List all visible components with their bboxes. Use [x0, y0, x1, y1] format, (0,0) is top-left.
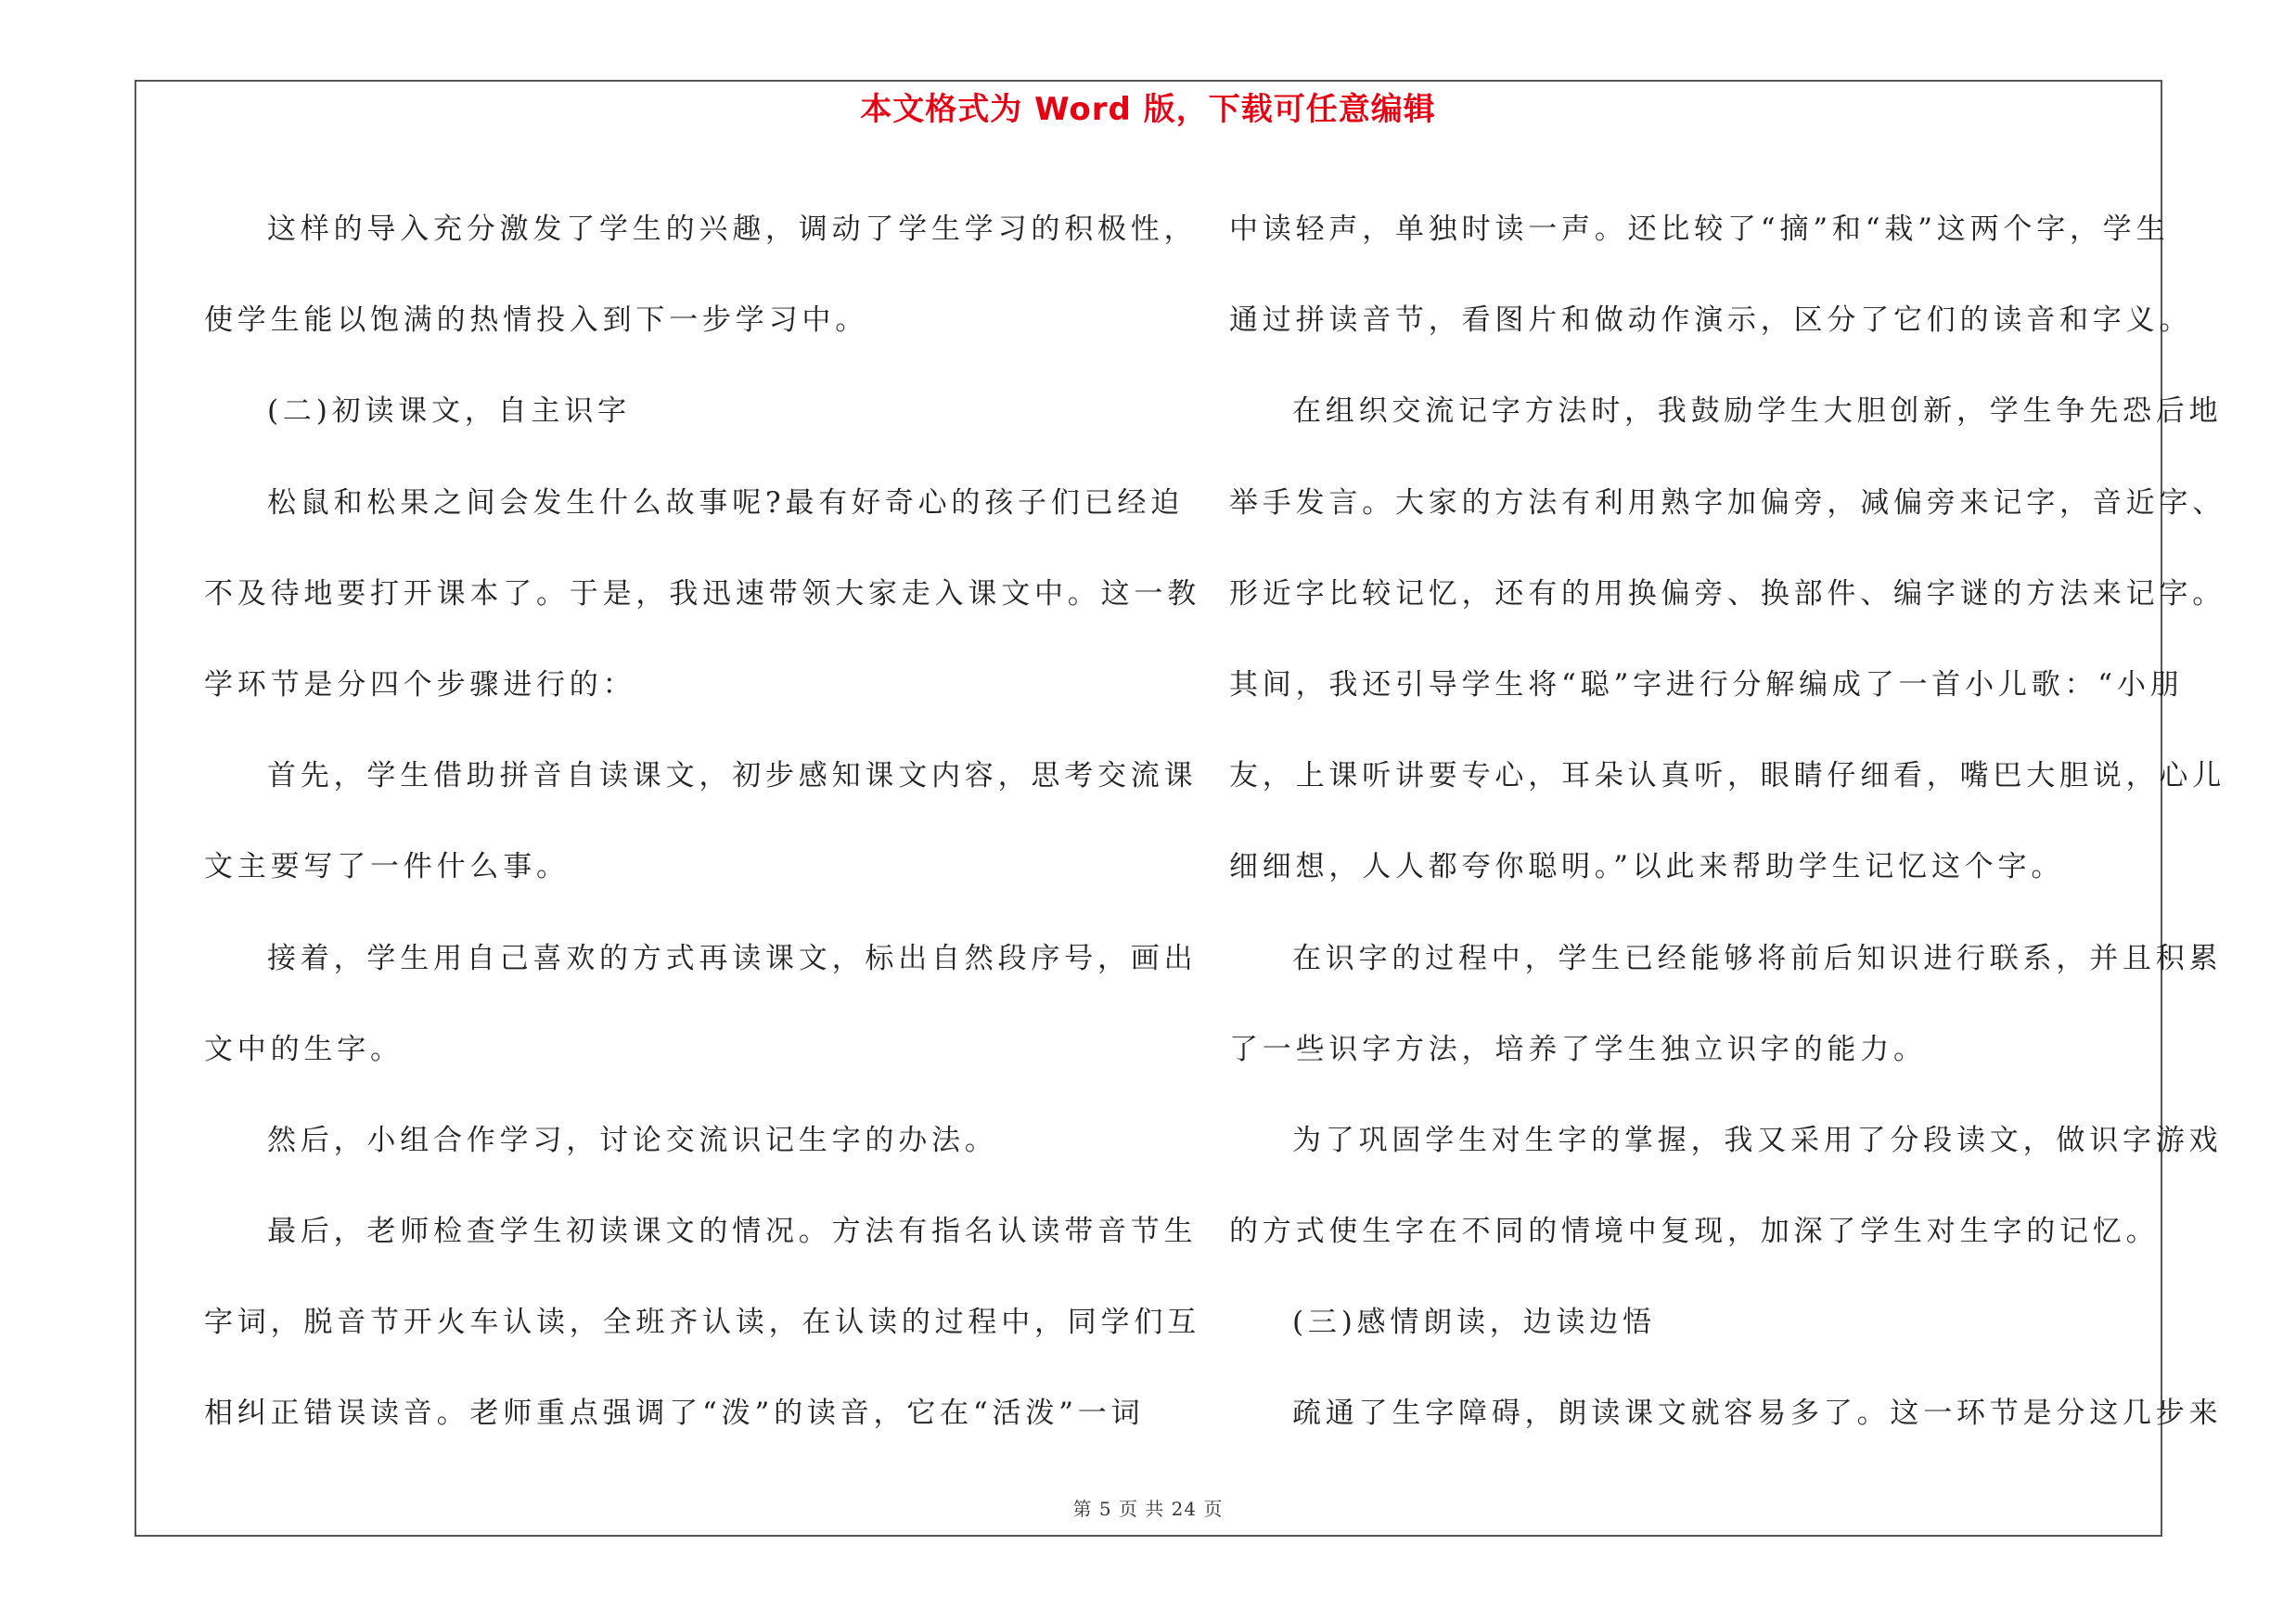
- text-line: (二)初读课文，自主识字: [267, 394, 631, 429]
- text-line: 友，上课听讲要专心，耳朵认真听，眼睛仔细看，嘴巴大胆说，心儿: [1229, 759, 2225, 793]
- text-line: 首先，学生借助拼音自读课文，初步感知课文内容，思考交流课: [267, 759, 1198, 793]
- text-line: 最后，老师检查学生初读课文的情况。方法有指名认读带音节生: [267, 1215, 1198, 1249]
- text-line: 为了巩固学生对生字的掌握，我又采用了分段读文，做识字游戏: [1292, 1123, 2223, 1157]
- left-text-column: [204, 184, 1200, 1460]
- text-line: 形近字比较记忆，还有的用换偏旁、换部件、编字谜的方法来记字。: [1229, 576, 2225, 611]
- text-line: 字词，脱音节开火车认读，全班齐认读，在认读的过程中，同学们互: [204, 1306, 1200, 1340]
- text-line: 相纠正错误读音。老师重点强调了“泼”的读音，它在“活泼”一词: [204, 1397, 1145, 1431]
- text-line: 不及待地要打开课本了。于是，我迅速带领大家走入课文中。这一教: [204, 576, 1200, 611]
- text-line: 举手发言。大家的方法有利用熟字加偏旁，减偏旁来记字，音近字、: [1229, 485, 2225, 520]
- page-number-footer: 第 5 页 共 24 页: [1072, 1498, 1224, 1520]
- text-line: 的方式使生字在不同的情境中复现，加深了学生对生字的记忆。: [1229, 1215, 2160, 1249]
- text-line: 了一些识字方法，培养了学生独立识字的能力。: [1229, 1032, 1927, 1066]
- text-line: 然后，小组合作学习，讨论交流识记生字的办法。: [267, 1123, 998, 1157]
- text-line: 通过拼读音节，看图片和做动作演示，区分了它们的读音和字义。: [1229, 303, 2193, 338]
- text-line: 文主要写了一件什么事。: [204, 850, 570, 884]
- text-line: 细细想，人人都夸你聪明。”以此来帮助学生记忆这个字。: [1229, 850, 2065, 884]
- text-line: 其间，我还引导学生将“聪”字进行分解编成了一首小儿歌：“小朋: [1229, 667, 2184, 702]
- text-line: 松鼠和松果之间会发生什么故事呢?最有好奇心的孩子们已经迫: [267, 485, 1185, 520]
- text-line: 在识字的过程中，学生已经能够将前后知识进行联系，并且积累: [1292, 941, 2223, 975]
- text-line: 这样的导入充分激发了学生的兴趣，调动了学生学习的积极性，: [267, 213, 1198, 246]
- text-line: (三)感情朗读，边读边悟: [1292, 1306, 1656, 1340]
- text-line: 疏通了生字障碍，朗读课文就容易多了。这一环节是分这几步来: [1292, 1397, 2223, 1431]
- text-line: 使学生能以饱满的热情投入到下一步学习中。: [204, 303, 868, 338]
- text-line: 文中的生字。: [204, 1032, 404, 1066]
- text-line: 接着，学生用自己喜欢的方式再读课文，标出自然段序号，画出: [267, 941, 1198, 975]
- text-line: 在组织交流记字方法时，我鼓励学生大胆创新，学生争先恐后地: [1292, 394, 2223, 429]
- text-line: 学环节是分四个步骤进行的：: [204, 667, 636, 702]
- right-text-column: [1229, 184, 2225, 1460]
- text-line: 中读轻声，单独时读一声。还比较了“摘”和“栽”这两个字，学生: [1229, 213, 2170, 246]
- document-banner: 本文格式为 Word 版，下载可任意编辑: [860, 91, 1436, 128]
